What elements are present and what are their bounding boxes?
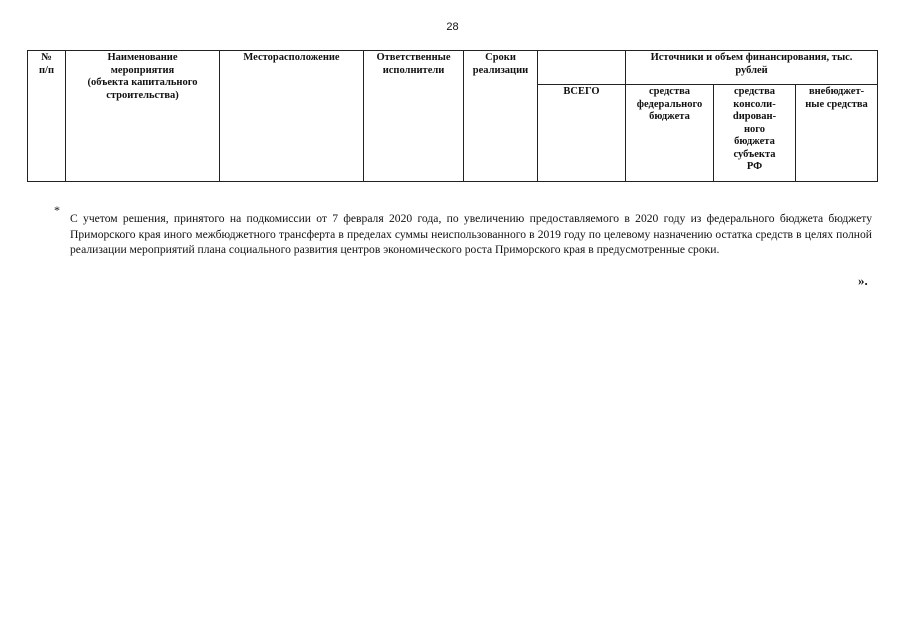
page-number: 28 [446,21,459,33]
header-extrabudgetary: внебюджет- ные средства [796,85,878,182]
header-consolidated-budget: средства консоли- dирован- ного бюджета субъекта РФ [714,85,796,182]
header-responsible: Ответственные исполнители [364,51,464,182]
footnote-text: С учетом решения, принятого на подкомиссии от 7 февраля 2020 года, по увеличению предоставляемого в 2020 году из федерального бюджета бюджету Приморского края иного межбюджетного трансферта в пределах суммы неиспользованного в 2019 году по целевому назначению остатка средств в целях полной реализации мероприятий плана социального развития центров экономического роста Приморского края в предусмотренные сроки. [70,212,872,256]
header-number: № п/п [28,51,66,182]
footnote-marker: * [54,203,60,217]
header-location: Месторасположение [220,51,364,182]
header-event-name: Наименование мероприятия (объекта капитального строительства) [66,51,220,182]
header-blank [538,51,626,85]
header-total: ВСЕГО [538,85,626,182]
closing-quote: ». [858,273,868,288]
header-federal-budget: средства федерального бюджета [626,85,714,182]
financing-table [27,50,878,182]
header-terms: Сроки реализации [464,51,538,182]
header-financing-sources: Источники и объем финансирования, тыс. рублей [626,51,878,85]
